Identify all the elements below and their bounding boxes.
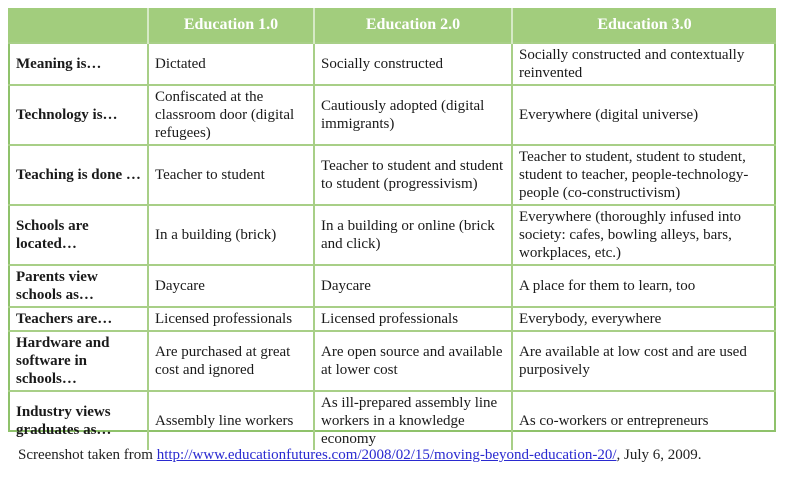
table-row (8, 307, 776, 331)
cell-education-3: Everywhere (digital universe) (512, 85, 776, 145)
caption-suffix: , July 6, 2009. (616, 447, 702, 463)
header-education-2: Education 2.0 (314, 8, 512, 43)
cell-education-2: In a building or online (brick and click) (314, 205, 512, 265)
source-link[interactable]: http://www.educationfutures.com/2008/02/15/moving-beyond-education-20/ (156, 447, 617, 463)
cell-education-1: Are purchased at great cost and ignored (148, 331, 314, 391)
cell-education-3: As co-workers or entrepreneurs (512, 391, 776, 450)
cell-education-2: Teacher to student and student to student (progressivism) (314, 145, 512, 205)
table-row (8, 145, 776, 205)
row-label: Teaching is done … (8, 145, 148, 205)
cell-education-2: Daycare (314, 265, 512, 307)
row-label: Industry views graduates as… (8, 391, 148, 450)
cell-education-1: Confiscated at the classroom door (digital refugees) (148, 85, 314, 145)
row-label: Parents view schools as… (8, 265, 148, 307)
table-row (8, 265, 776, 307)
caption-prefix: Screenshot taken from (18, 447, 157, 463)
cell-education-1: Dictated (148, 43, 314, 85)
row-label: Hardware and software in schools… (8, 331, 148, 391)
cell-education-2: Licensed professionals (314, 307, 512, 331)
header-row (8, 8, 776, 43)
table-row (8, 85, 776, 145)
header-corner (8, 8, 148, 43)
table-row (8, 391, 776, 450)
table-row (8, 43, 776, 85)
row-label: Technology is… (8, 85, 148, 145)
cell-education-3: Everybody, everywhere (512, 307, 776, 331)
source-caption (18, 447, 702, 464)
row-label: Teachers are… (8, 307, 148, 331)
cell-education-3: Everywhere (thoroughly infused into society: cafes, bowling alleys, bars, workplaces, etc.) (512, 205, 776, 265)
row-label: Meaning is… (8, 43, 148, 85)
table-row (8, 205, 776, 265)
cell-education-3: Socially constructed and contextually reinvented (512, 43, 776, 85)
header-education-1: Education 1.0 (148, 8, 314, 43)
cell-education-2: As ill-prepared assembly line workers in a knowledge economy (314, 391, 512, 450)
cell-education-1: Daycare (148, 265, 314, 307)
cell-education-2: Cautiously adopted (digital immigrants) (314, 85, 512, 145)
table-row (8, 331, 776, 391)
cell-education-3: Are available at low cost and are used purposively (512, 331, 776, 391)
cell-education-1: In a building (brick) (148, 205, 314, 265)
cell-education-3: A place for them to learn, too (512, 265, 776, 307)
header-education-3: Education 3.0 (512, 8, 776, 43)
row-label: Schools are located… (8, 205, 148, 265)
cell-education-2: Socially constructed (314, 43, 512, 85)
cell-education-1: Teacher to student (148, 145, 314, 205)
cell-education-1: Licensed professionals (148, 307, 314, 331)
cell-education-3: Teacher to student, student to student, student to teacher, people-technology-people (co-constructivism) (512, 145, 776, 205)
education-comparison-table (8, 8, 776, 450)
cell-education-2: Are open source and available at lower cost (314, 331, 512, 391)
cell-education-1: Assembly line workers (148, 391, 314, 450)
